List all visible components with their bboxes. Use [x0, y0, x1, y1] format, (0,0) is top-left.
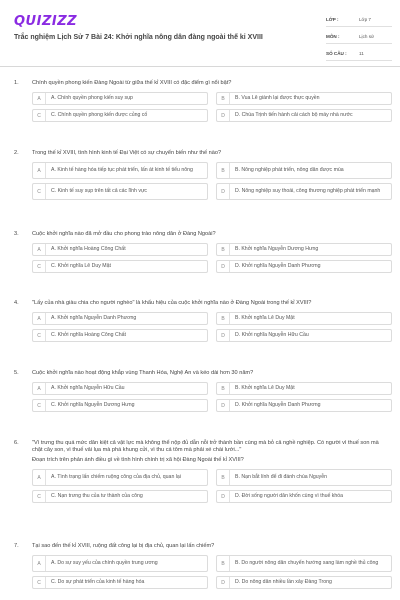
option-letter: D	[217, 400, 230, 411]
question-2	[14, 150, 390, 200]
option-letter: B	[217, 556, 230, 571]
question-3	[14, 231, 390, 273]
option-text: A. Khởi nghĩa Nguyễn Danh Phương	[51, 315, 137, 322]
option-b[interactable]	[216, 243, 392, 256]
option-letter: A	[33, 383, 46, 394]
option-letter: A	[33, 470, 46, 485]
option-letter: D	[217, 577, 230, 588]
options-grid	[32, 243, 390, 273]
option-text: C. Chính quyền phong kiến được củng cố	[51, 112, 148, 119]
option-text: D. Khởi nghĩa Nguyễn Danh Phương	[235, 402, 321, 409]
meta-row-subject	[326, 29, 392, 44]
meta-label: LỚP :	[326, 16, 339, 22]
option-text: A. Khởi nghĩa Nguyễn Hữu Cầu	[51, 385, 125, 392]
meta-value: Lịch sử	[359, 33, 375, 39]
option-d[interactable]	[216, 576, 392, 589]
question-7	[14, 543, 390, 589]
option-c[interactable]	[32, 329, 208, 342]
option-letter: D	[217, 110, 230, 121]
worksheet-title: Trắc nghiệm Lịch Sử 7 Bài 24: Khởi nghĩa nông dân đàng ngoài thế kỉ XVIII	[14, 34, 263, 41]
option-a[interactable]	[32, 243, 208, 256]
question-text: "Lấy của nhà giàu chia cho người nghèo" là khẩu hiệu của cuộc khởi nghĩa nào ở Đàng Ngoài trong thế kỉ XVIII?	[32, 300, 312, 306]
question-text: "Vì trưng thu quá mức dân kiệt cả vật lực mà không thể nộp đủ dẫn nỗi trở thành bần cùng mà bỏ cả nghề nghiệp. Có người vì thuế son mà chặt cây son, vì thuế vải lụa mà phá khung cửi, vì thu cá tôm mà phải xé chài lưới..."	[32, 440, 379, 453]
option-letter: C	[33, 330, 46, 341]
meta-label: SỐ CÂU :	[326, 50, 347, 56]
option-text: A. Chính quyền phong kiến suy sụp	[51, 95, 133, 102]
meta-row-count	[326, 46, 392, 61]
option-letter: A	[33, 93, 46, 104]
option-d[interactable]	[216, 109, 392, 122]
question-6	[14, 440, 390, 503]
question-number: 3.	[14, 231, 19, 237]
options-grid	[32, 555, 390, 589]
option-b[interactable]	[216, 162, 392, 179]
option-text: C. Kinh tế suy sụp trên tất cả các lĩnh vực	[51, 188, 148, 195]
option-text: D. Nông nghiệp suy thoái, công thương nghiệp phát triển mạnh	[235, 188, 381, 195]
option-text: B. Do người nông dân chuyển hướng sang làm nghề thủ công	[235, 560, 379, 567]
option-c[interactable]	[32, 490, 208, 503]
option-letter: B	[217, 93, 230, 104]
option-text: A. Khởi nghĩa Hoàng Công Chất	[51, 246, 126, 253]
option-text: B. Nạn bắt lính để đi đánh chúa Nguyễn	[235, 474, 327, 481]
option-d[interactable]	[216, 329, 392, 342]
option-a[interactable]	[32, 555, 208, 572]
option-text: D. Khởi nghĩa Nguyễn Danh Phương	[235, 263, 321, 270]
options-grid	[32, 92, 390, 122]
option-letter: D	[217, 184, 230, 199]
option-text: C. Khởi nghĩa Lê Duy Mật	[51, 263, 111, 270]
options-grid	[32, 469, 390, 503]
option-text: C. Khởi nghĩa Hoàng Công Chất	[51, 332, 126, 339]
option-c[interactable]	[32, 576, 208, 589]
question-number: 1.	[14, 80, 19, 86]
option-a[interactable]	[32, 469, 208, 486]
option-d[interactable]	[216, 260, 392, 273]
question-text: Cuộc khởi nghĩa nào đã mở đầu cho phong trào nông dân ở Đàng Ngoài?	[32, 231, 216, 237]
question-number: 4.	[14, 300, 19, 306]
option-b[interactable]	[216, 555, 392, 572]
meta-box	[326, 12, 392, 63]
option-text: A. Kinh tế hàng hóa tiếp tục phát triển, lấn át kinh tế tiểu nông	[51, 167, 193, 174]
option-a[interactable]	[32, 162, 208, 179]
option-text: B. Khởi nghĩa Nguyễn Dương Hưng	[235, 246, 319, 253]
option-letter: A	[33, 556, 46, 571]
option-d[interactable]	[216, 399, 392, 412]
option-letter: B	[217, 313, 230, 324]
option-c[interactable]	[32, 260, 208, 273]
option-letter: C	[33, 261, 46, 272]
meta-row-class	[326, 12, 392, 27]
option-text: D. Đời sống người dân khốn cùng vì thuế khóa	[235, 493, 344, 500]
option-letter: D	[217, 261, 230, 272]
option-text: D. Chúa Trịnh tiến hành cải cách bộ máy nhà nước	[235, 112, 353, 119]
option-text: C. Do sự phát triển của kinh tế hàng hóa	[51, 579, 145, 586]
option-text: B. Khởi nghĩa Lê Duy Mật	[235, 385, 295, 392]
meta-value: 11	[359, 50, 364, 56]
option-letter: A	[33, 313, 46, 324]
option-letter: B	[217, 244, 230, 255]
meta-value: Lớp 7	[359, 16, 371, 22]
question-prompt: Đoạn trích trên phản ánh điều gì về tình hình chính trị xã hội Đàng Ngoài thế kỉ XVIII?	[32, 457, 244, 463]
option-text: C. Khởi nghĩa Nguyễn Dương Hưng	[51, 402, 135, 409]
option-a[interactable]	[32, 312, 208, 325]
option-letter: D	[217, 491, 230, 502]
option-text: D. Do nông dân nhiều lần xảy Đàng Trong	[235, 579, 332, 586]
option-text: D. Khởi nghĩa Nguyễn Hữu Cầu	[235, 332, 309, 339]
option-b[interactable]	[216, 312, 392, 325]
question-text: Trong thế kỉ XVIII, tình hình kinh tế Đại Việt có sự chuyển biến như thế nào?	[32, 150, 222, 156]
option-text: B. Nông nghiệp phát triển, nông dân được mùa	[235, 167, 344, 174]
option-letter: A	[33, 163, 46, 178]
question-text: Chính quyền phong kiến Đàng Ngoài từ giữa thế kỉ XVIII có đặc điểm gì nổi bật?	[32, 80, 232, 86]
option-letter: B	[217, 383, 230, 394]
option-b[interactable]	[216, 469, 392, 486]
option-a[interactable]	[32, 382, 208, 395]
question-5	[14, 370, 390, 412]
option-letter: C	[33, 400, 46, 411]
worksheet-header	[0, 0, 400, 67]
option-text: B. Vua Lê giành lại được thực quyền	[235, 95, 320, 102]
option-c[interactable]	[32, 183, 208, 200]
option-b[interactable]	[216, 382, 392, 395]
option-letter: C	[33, 110, 46, 121]
option-b[interactable]	[216, 92, 392, 105]
option-letter: A	[33, 244, 46, 255]
question-number: 6.	[14, 440, 19, 446]
question-number: 5.	[14, 370, 19, 376]
option-d[interactable]	[216, 490, 392, 503]
question-number: 2.	[14, 150, 19, 156]
options-grid	[32, 162, 390, 200]
question-number: 7.	[14, 543, 19, 549]
option-letter: C	[33, 491, 46, 502]
option-text: A. Do sự suy yếu của chính quyền trung ương	[51, 560, 158, 567]
question-text: Cuộc khởi nghĩa nào hoạt động khắp vùng Thanh Hóa, Nghệ An và kéo dài hơn 30 năm?	[32, 370, 254, 376]
option-text: A. Tình trạng lấn chiếm ruộng công của địa chủ, quan lại	[51, 474, 181, 481]
question-4	[14, 300, 390, 342]
option-letter: C	[33, 577, 46, 588]
option-d[interactable]	[216, 183, 392, 200]
option-letter: B	[217, 163, 230, 178]
options-grid	[32, 312, 390, 342]
question-text: Tại sao đến thế kỉ XVIII, ruộng đất công lại bị địa chủ, quan lại lấn chiếm?	[32, 543, 215, 549]
option-c[interactable]	[32, 109, 208, 122]
option-c[interactable]	[32, 399, 208, 412]
option-text: B. Khởi nghĩa Lê Duy Mật	[235, 315, 295, 322]
options-grid	[32, 382, 390, 412]
question-1	[14, 80, 390, 122]
option-a[interactable]	[32, 92, 208, 105]
meta-label: MÔN :	[326, 33, 340, 39]
option-text: C. Nạn trưng thu của tư thành của công	[51, 493, 143, 500]
option-letter: D	[217, 330, 230, 341]
option-letter: C	[33, 184, 46, 199]
quizizz-logo: QUIZIZZ	[14, 14, 78, 29]
option-letter: B	[217, 470, 230, 485]
